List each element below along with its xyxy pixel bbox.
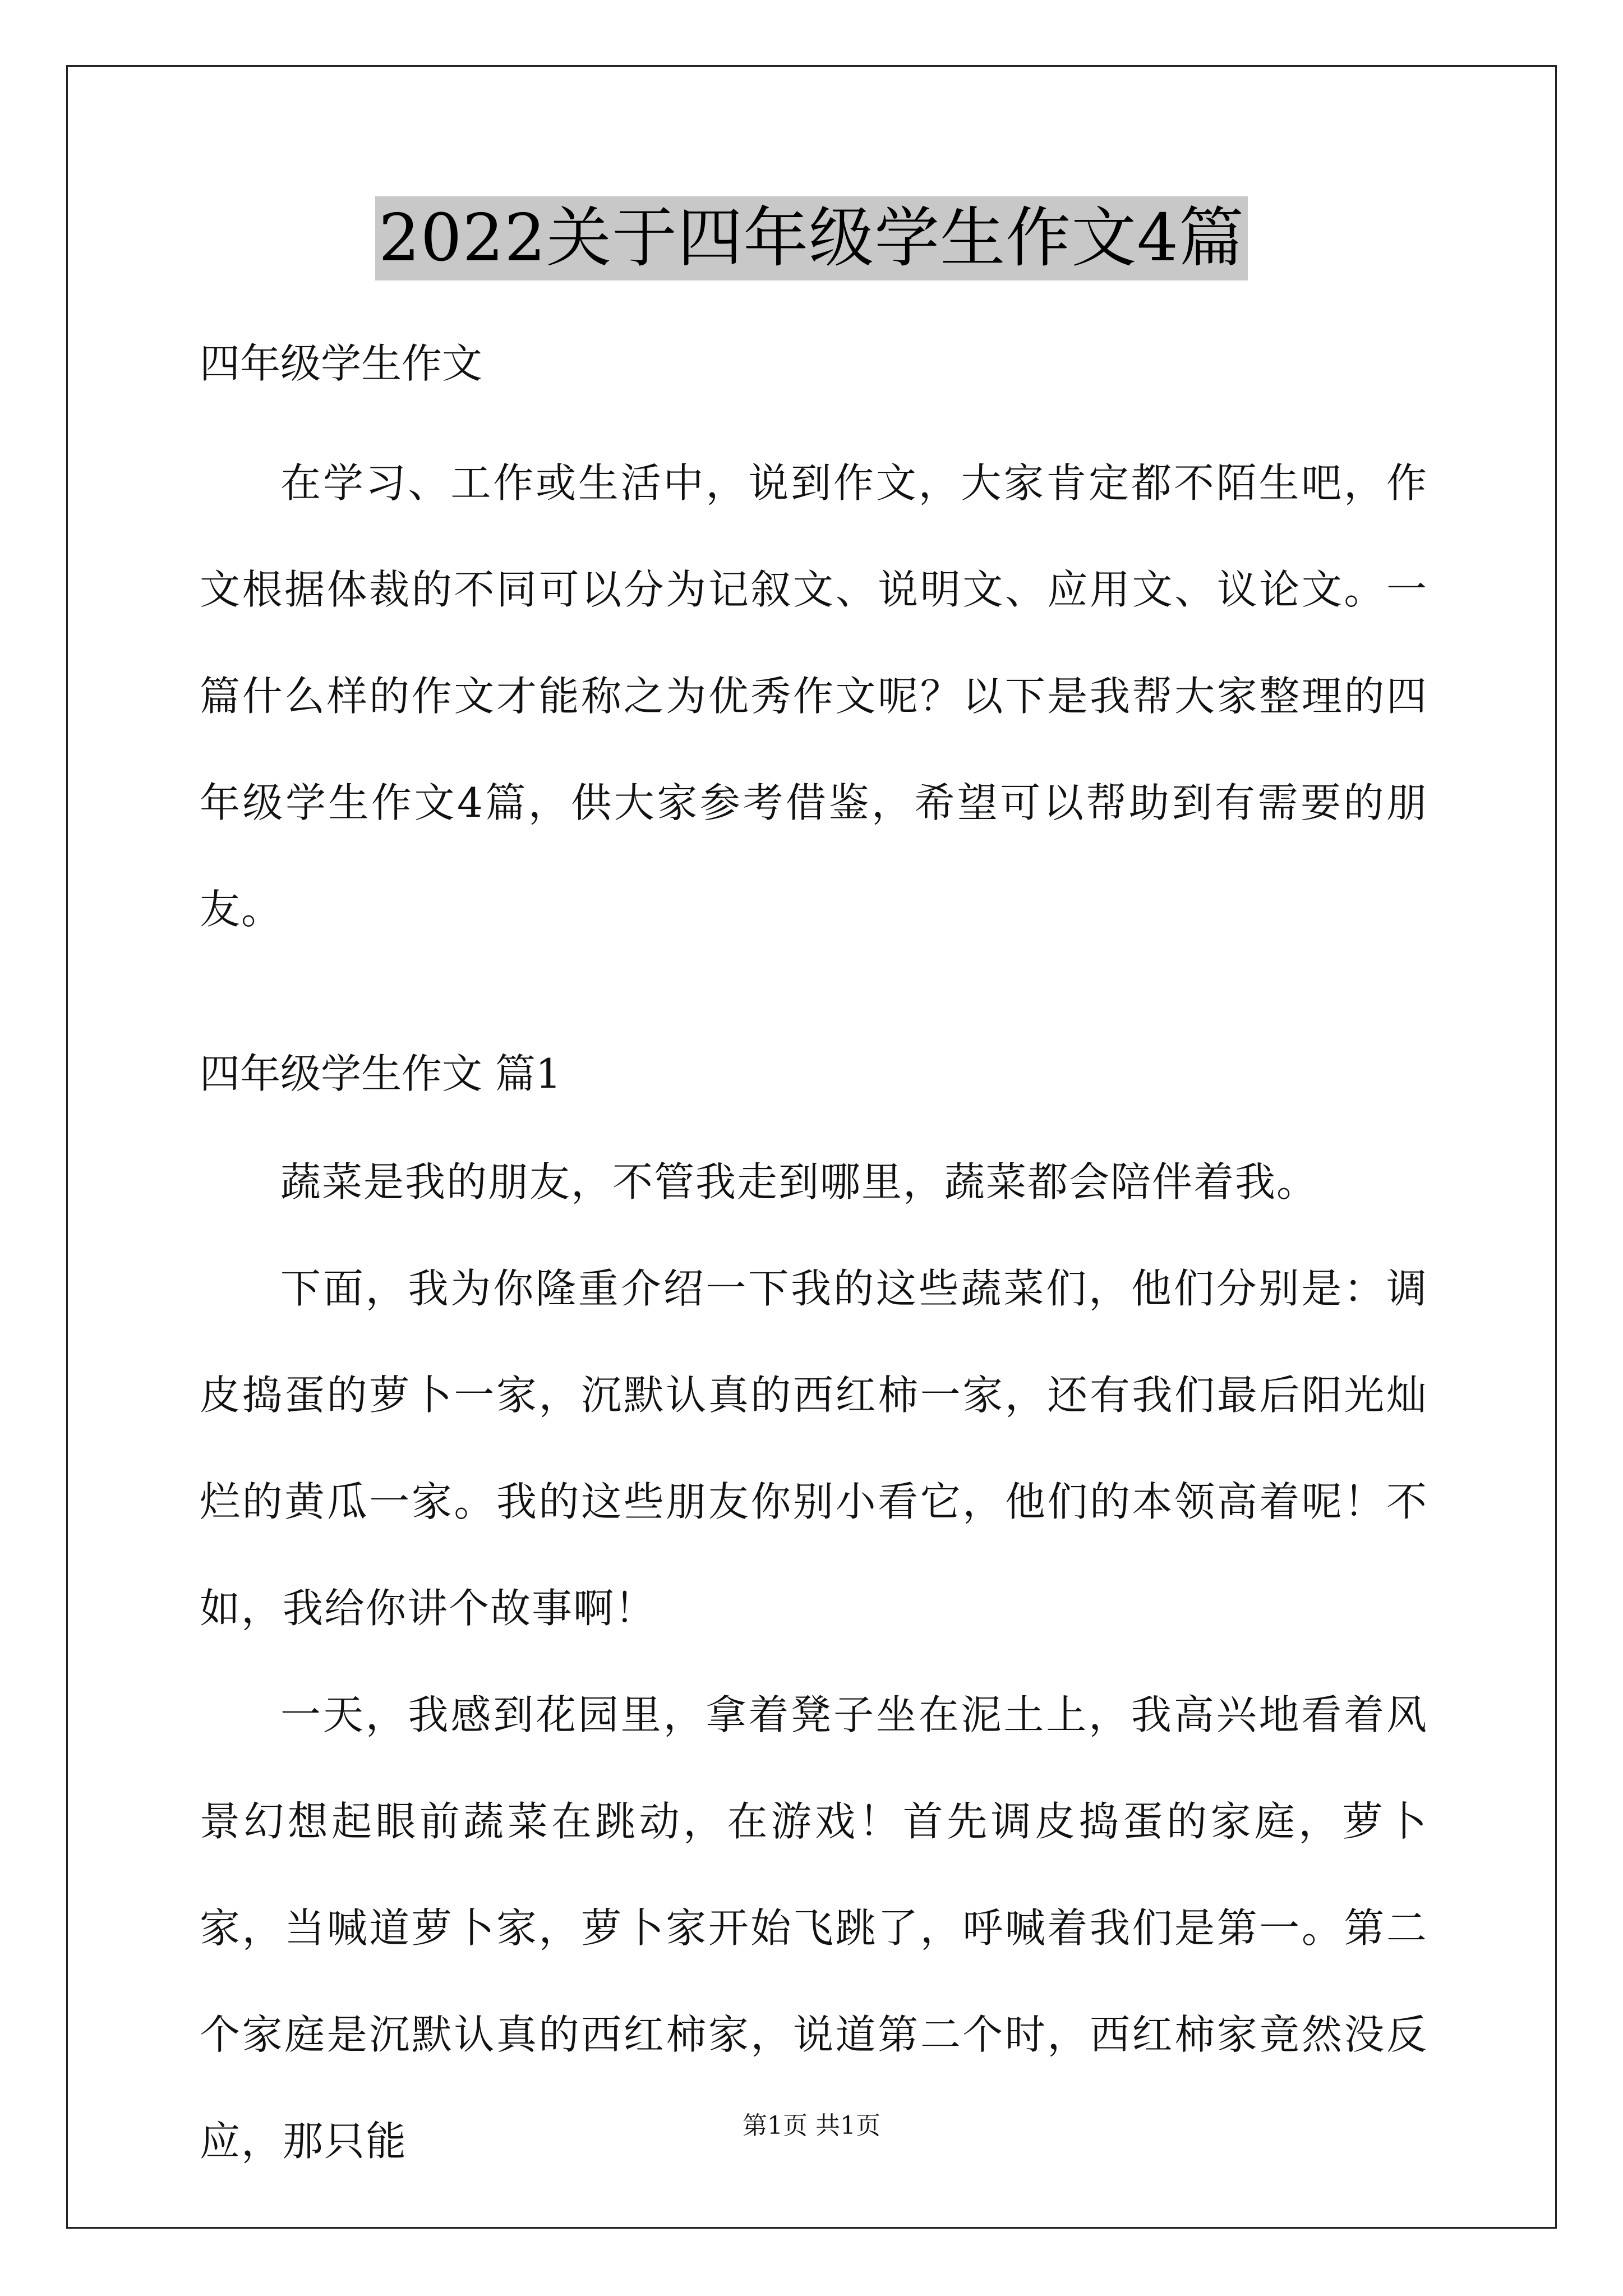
title-container xyxy=(0,196,1623,280)
section1-heading: 四年级学生作文 篇1 xyxy=(200,1050,561,1097)
intro-heading: 四年级学生作文 xyxy=(200,340,483,387)
document-body xyxy=(200,337,1428,2194)
section1-paragraph: 蔬菜是我的朋友，不管我走到哪里，蔬菜都会陪伴着我。 xyxy=(280,1158,1318,1205)
section1-paragraph: 下面，我为你隆重介绍一下我的这些蔬菜们，他们分别是：调皮捣蛋的萝卜一家，沉默认真的西红柿一家，还有我们最后阳光灿烂的黄瓜一家。我的这些朋友你别小看它，他们的本领高着呢！不如，我给你讲个故事啊！ xyxy=(200,1265,1428,1632)
page-footer: 第1页 共1页 xyxy=(743,2111,880,2140)
intro-paragraph: 在学习、工作或生活中，说到作文，大家肯定都不陌生吧，作文根据体裁的不同可以分为记叙文、说明文、应用文、议论文。一篇什么样的作文才能称之为优秀作文呢？以下是我帮大家整理的四年级学生作文4篇，供大家参考借鉴，希望可以帮助到有需要的朋友。 xyxy=(200,459,1428,933)
section1-paragraph: 一天，我感到花园里，拿着凳子坐在泥土上，我高兴地看着风景幻想起眼前蔬菜在跳动，在游戏！首先调皮捣蛋的家庭，萝卜家，当喊道萝卜家，萝卜家开始飞跳了，呼喊着我们是第一。第二个家庭是沉默认真的西红柿家，说道第二个时，西红柿家竟然没反应，那只能 xyxy=(200,1691,1428,2165)
document-title: 2022关于四年级学生作文4篇 xyxy=(375,196,1248,280)
